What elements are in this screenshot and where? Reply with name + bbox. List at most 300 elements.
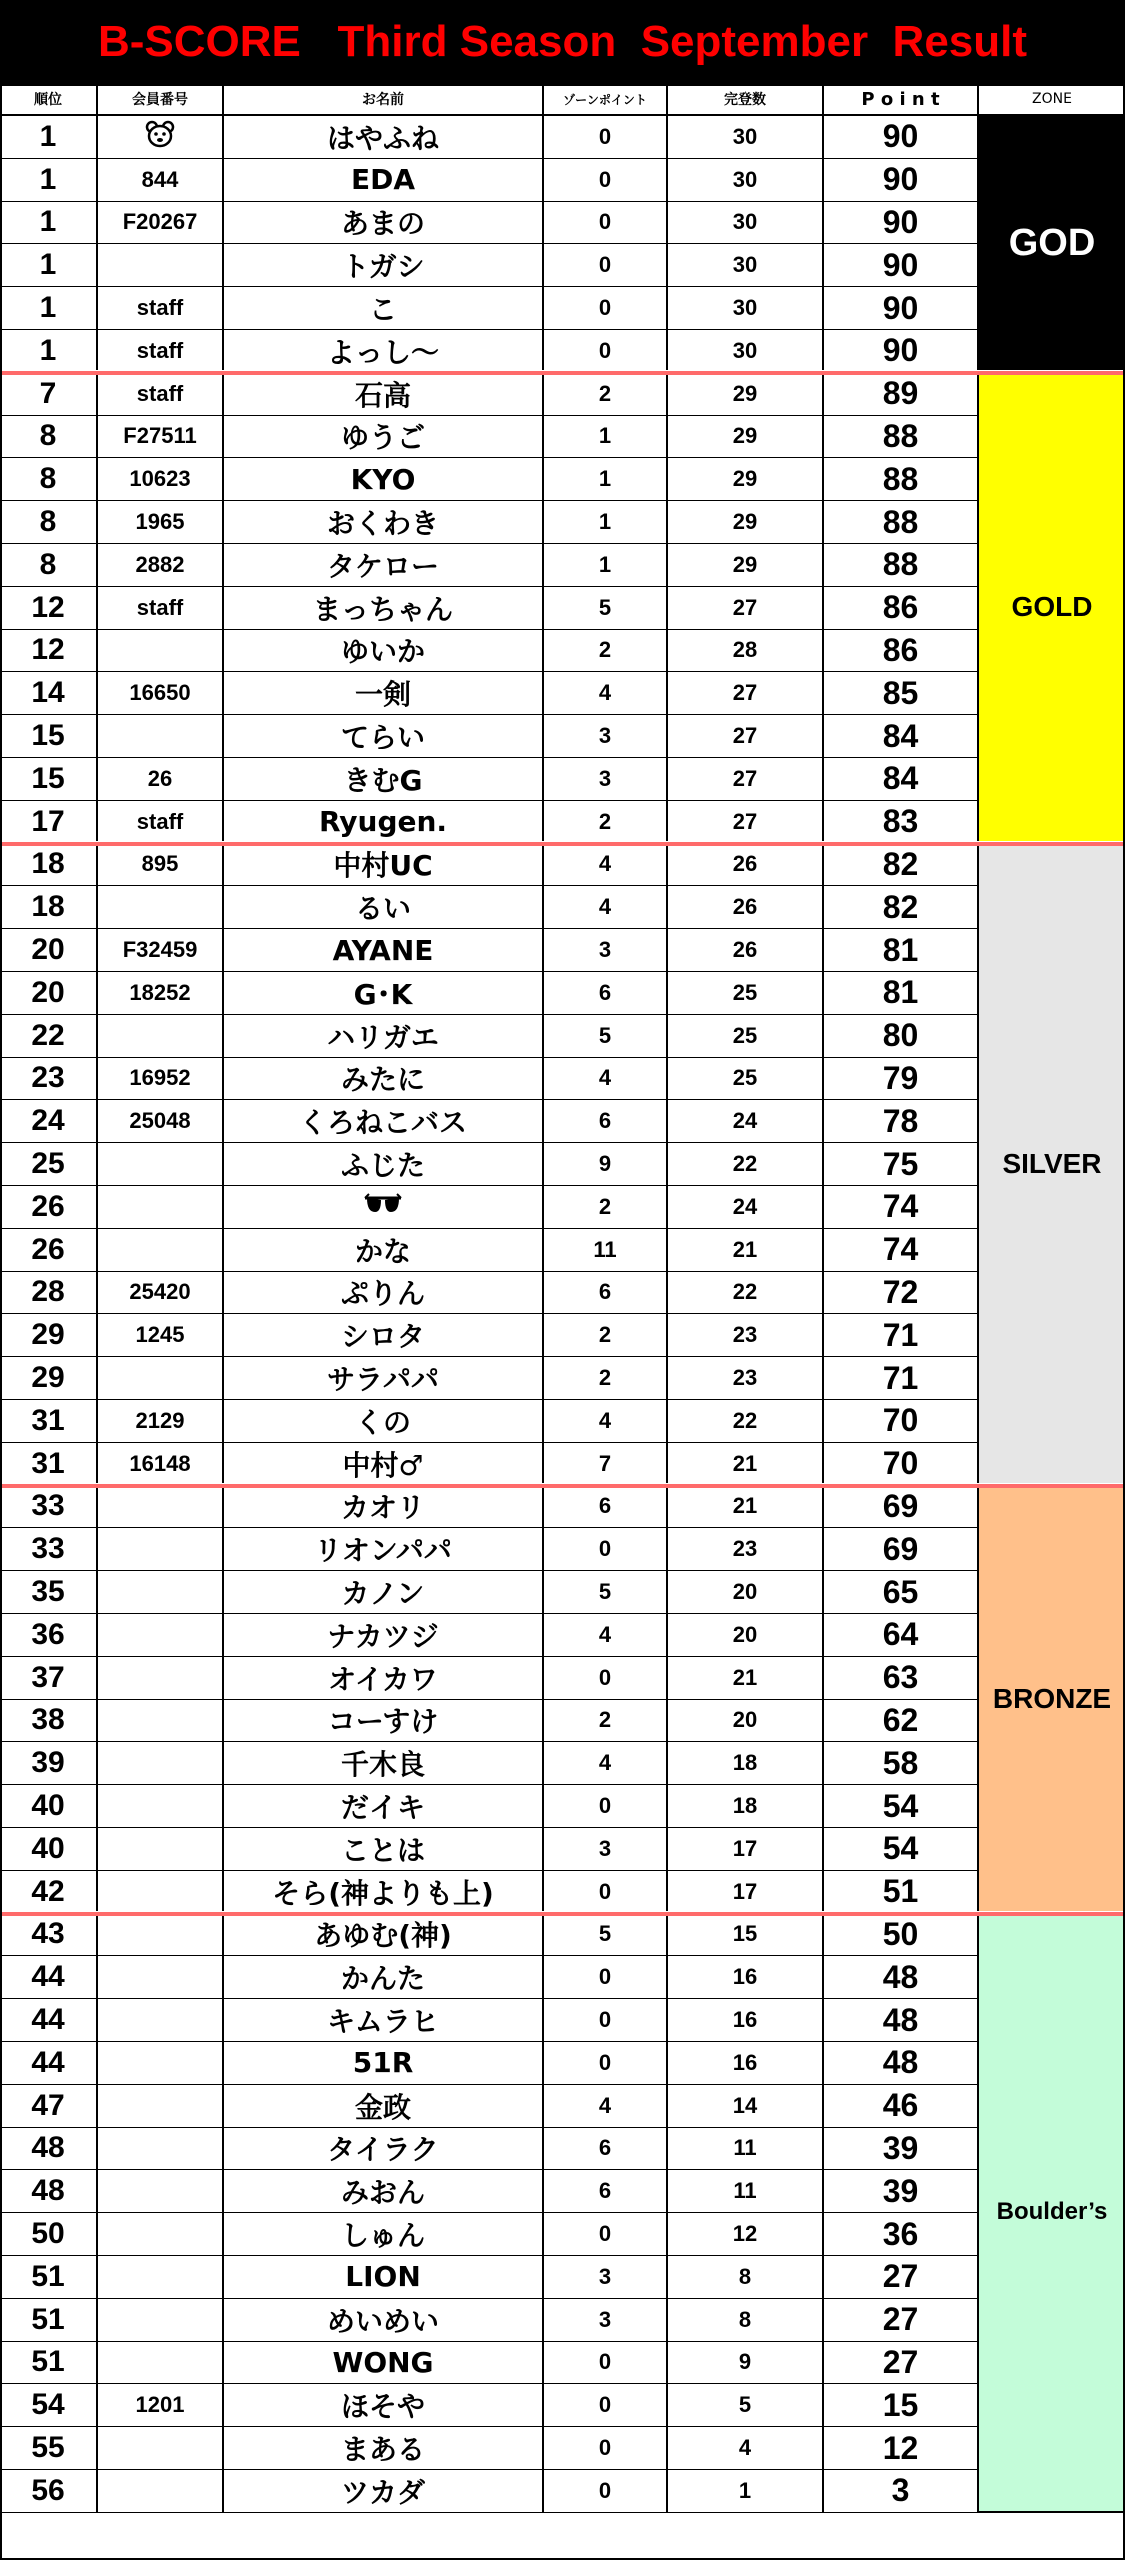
member-number-cell: 1965 — [98, 501, 224, 544]
point-cell: 90 — [824, 330, 979, 373]
member-number-cell — [98, 2170, 224, 2213]
rank-cell: 44 — [0, 1999, 98, 2042]
member-number-cell — [98, 2299, 224, 2342]
name-cell: こ — [224, 287, 544, 330]
table-row — [0, 1314, 979, 1357]
name-cell: コーすけ — [224, 1700, 544, 1743]
header-rank: 順位 — [0, 84, 98, 116]
name-cell: 51R — [224, 2042, 544, 2085]
completed-cell: 22 — [668, 1143, 824, 1186]
name-cell: トガシ — [224, 244, 544, 287]
point-cell: 69 — [824, 1486, 979, 1529]
table-row — [0, 1272, 979, 1315]
table-row — [0, 2384, 979, 2427]
member-number-cell — [98, 2342, 224, 2385]
table-row — [0, 1143, 979, 1186]
completed-cell: 16 — [668, 1956, 824, 1999]
point-cell: 58 — [824, 1742, 979, 1785]
point-cell: 79 — [824, 1058, 979, 1101]
rank-cell: 39 — [0, 1742, 98, 1785]
completed-cell: 15 — [668, 1914, 824, 1957]
table-row — [0, 1186, 979, 1229]
member-number-cell: 16650 — [98, 672, 224, 715]
rank-cell: 26 — [0, 1186, 98, 1229]
completed-cell: 14 — [668, 2085, 824, 2128]
table-row — [0, 758, 979, 801]
rank-cell: 7 — [0, 373, 98, 416]
completed-cell: 23 — [668, 1357, 824, 1400]
point-cell: 88 — [824, 544, 979, 587]
rank-cell: 8 — [0, 544, 98, 587]
table-row — [0, 1571, 979, 1614]
member-number-cell: 844 — [98, 159, 224, 202]
member-number-cell: 25420 — [98, 1272, 224, 1315]
completed-cell: 5 — [668, 2384, 824, 2427]
name-cell: きむG — [224, 758, 544, 801]
zone-points-cell: 0 — [544, 330, 668, 373]
name-cell: めいめい — [224, 2299, 544, 2342]
zone-points-cell: 4 — [544, 886, 668, 929]
rank-cell: 8 — [0, 458, 98, 501]
zone-points-cell: 6 — [544, 2128, 668, 2171]
member-number-cell: 1245 — [98, 1314, 224, 1357]
completed-cell: 16 — [668, 2042, 824, 2085]
member-number-cell — [98, 2427, 224, 2470]
rank-cell: 8 — [0, 416, 98, 459]
rank-cell: 40 — [0, 1828, 98, 1871]
point-cell: 70 — [824, 1443, 979, 1486]
member-number-cell — [98, 1357, 224, 1400]
name-cell: そら(神よりも上) — [224, 1871, 544, 1914]
point-cell: 82 — [824, 844, 979, 887]
point-cell: 81 — [824, 972, 979, 1015]
name-cell: カノン — [224, 1571, 544, 1614]
member-number-cell — [98, 2085, 224, 2128]
member-number-cell — [98, 1486, 224, 1529]
zone-points-cell: 4 — [544, 1742, 668, 1785]
member-number-cell — [98, 1742, 224, 1785]
name-cell: LION — [224, 2256, 544, 2299]
name-cell: よっし～ — [224, 330, 544, 373]
rank-cell: 12 — [0, 587, 98, 630]
table-row — [0, 2427, 979, 2470]
completed-cell: 29 — [668, 416, 824, 459]
point-cell: 86 — [824, 587, 979, 630]
point-cell: 81 — [824, 929, 979, 972]
completed-cell: 23 — [668, 1528, 824, 1571]
member-number-cell: staff — [98, 287, 224, 330]
member-number-cell: staff — [98, 587, 224, 630]
zone-points-cell: 1 — [544, 544, 668, 587]
completed-cell: 27 — [668, 801, 824, 844]
point-cell: 64 — [824, 1614, 979, 1657]
member-number-cell — [98, 886, 224, 929]
rank-cell: 50 — [0, 2213, 98, 2256]
completed-cell: 29 — [668, 458, 824, 501]
zone-points-cell: 1 — [544, 416, 668, 459]
table-header — [0, 84, 1125, 116]
zone-points-cell: 4 — [544, 844, 668, 887]
name-cell: ことは — [224, 1828, 544, 1871]
point-cell: 90 — [824, 244, 979, 287]
table-row — [0, 1443, 979, 1486]
name-cell: まっちゃん — [224, 587, 544, 630]
rank-cell: 1 — [0, 202, 98, 245]
rank-cell: 24 — [0, 1100, 98, 1143]
rank-cell: 1 — [0, 330, 98, 373]
rank-cell: 54 — [0, 2384, 98, 2427]
completed-cell: 9 — [668, 2342, 824, 2385]
rank-cell: 1 — [0, 159, 98, 202]
zone-separator — [0, 841, 1125, 846]
rank-cell: 1 — [0, 116, 98, 159]
point-cell: 65 — [824, 1571, 979, 1614]
member-number-cell — [98, 630, 224, 673]
member-number-cell: 16148 — [98, 1443, 224, 1486]
point-cell: 71 — [824, 1357, 979, 1400]
member-number-cell — [98, 1186, 224, 1229]
completed-cell: 30 — [668, 159, 824, 202]
name-cell: ゆいか — [224, 630, 544, 673]
table-row — [0, 1700, 979, 1743]
name-cell: ゆうご — [224, 416, 544, 459]
completed-cell: 16 — [668, 1999, 824, 2042]
zone-points-cell: 11 — [544, 1229, 668, 1272]
point-cell: 63 — [824, 1657, 979, 1700]
completed-cell: 26 — [668, 929, 824, 972]
zone-points-cell: 6 — [544, 2170, 668, 2213]
table-row — [0, 373, 979, 416]
rank-cell: 43 — [0, 1914, 98, 1957]
completed-cell: 29 — [668, 501, 824, 544]
zone-points-cell: 0 — [544, 202, 668, 245]
name-cell: だイキ — [224, 1785, 544, 1828]
point-cell: 48 — [824, 1999, 979, 2042]
completed-cell: 30 — [668, 116, 824, 159]
completed-cell: 20 — [668, 1571, 824, 1614]
member-number-cell — [98, 1914, 224, 1957]
point-cell: 48 — [824, 2042, 979, 2085]
member-number-cell — [98, 1785, 224, 1828]
member-number-cell: F20267 — [98, 202, 224, 245]
table-row — [0, 1657, 979, 1700]
member-number-cell — [98, 1871, 224, 1914]
zone-points-cell: 5 — [544, 1015, 668, 1058]
point-cell: 3 — [824, 2470, 979, 2513]
table-row — [0, 2342, 979, 2385]
completed-cell: 21 — [668, 1486, 824, 1529]
point-cell: 15 — [824, 2384, 979, 2427]
zone-points-cell: 3 — [544, 1828, 668, 1871]
point-cell: 88 — [824, 501, 979, 544]
name-cell: くの — [224, 1400, 544, 1443]
completed-cell: 30 — [668, 330, 824, 373]
table-row — [0, 1528, 979, 1571]
table-row — [0, 2042, 979, 2085]
completed-cell: 1 — [668, 2470, 824, 2513]
table-row — [0, 715, 979, 758]
header-name: お名前 — [224, 84, 544, 116]
rank-cell: 55 — [0, 2427, 98, 2470]
completed-cell: 8 — [668, 2256, 824, 2299]
zone-points-cell: 6 — [544, 1486, 668, 1529]
name-cell — [224, 1186, 544, 1229]
name-cell: ほそや — [224, 2384, 544, 2427]
point-cell: 51 — [824, 1871, 979, 1914]
completed-cell: 28 — [668, 630, 824, 673]
member-number-cell — [98, 1143, 224, 1186]
name-cell: ツカダ — [224, 2470, 544, 2513]
completed-cell: 17 — [668, 1828, 824, 1871]
completed-cell: 20 — [668, 1700, 824, 1743]
name-cell: みおん — [224, 2170, 544, 2213]
rank-cell: 31 — [0, 1443, 98, 1486]
point-cell: 80 — [824, 1015, 979, 1058]
zone-points-cell: 2 — [544, 1314, 668, 1357]
table-row — [0, 1956, 979, 1999]
rank-cell: 51 — [0, 2256, 98, 2299]
table-row — [0, 1486, 979, 1529]
name-cell: ぷりん — [224, 1272, 544, 1315]
rank-cell: 33 — [0, 1528, 98, 1571]
member-number-cell — [98, 244, 224, 287]
table-row — [0, 1100, 979, 1143]
zone-boulders: Boulder’s — [979, 1914, 1125, 2513]
rank-cell: 15 — [0, 758, 98, 801]
name-cell: KYO — [224, 458, 544, 501]
zone-separator — [0, 1483, 1125, 1488]
name-cell: G･K — [224, 972, 544, 1015]
zone-points-cell: 2 — [544, 1700, 668, 1743]
sunglasses-icon — [363, 1190, 403, 1223]
rank-cell: 48 — [0, 2128, 98, 2171]
header-zone: ZONE — [979, 84, 1125, 116]
completed-cell: 11 — [668, 2128, 824, 2171]
zone-points-cell: 0 — [544, 244, 668, 287]
point-cell: 86 — [824, 630, 979, 673]
member-number-cell — [98, 1657, 224, 1700]
rank-cell: 47 — [0, 2085, 98, 2128]
table-row — [0, 886, 979, 929]
rank-cell: 33 — [0, 1486, 98, 1529]
point-cell: 46 — [824, 2085, 979, 2128]
rank-cell: 36 — [0, 1614, 98, 1657]
zone-points-cell: 0 — [544, 2342, 668, 2385]
header-point: P o i n t — [824, 84, 979, 116]
member-number-cell — [98, 116, 224, 159]
table-row — [0, 159, 979, 202]
table-row — [0, 1914, 979, 1957]
zone-silver: SILVER — [979, 844, 1125, 1486]
completed-cell: 30 — [668, 244, 824, 287]
name-cell: 千木良 — [224, 1742, 544, 1785]
completed-cell: 20 — [668, 1614, 824, 1657]
zone-points-cell: 9 — [544, 1143, 668, 1186]
member-number-cell — [98, 1700, 224, 1743]
zone-points-cell: 0 — [544, 116, 668, 159]
zone-points-cell: 0 — [544, 2384, 668, 2427]
completed-cell: 25 — [668, 1058, 824, 1101]
member-number-cell — [98, 2042, 224, 2085]
completed-cell: 12 — [668, 2213, 824, 2256]
table-row — [0, 972, 979, 1015]
rank-cell: 14 — [0, 672, 98, 715]
point-cell: 84 — [824, 758, 979, 801]
rank-cell: 37 — [0, 1657, 98, 1700]
table-row — [0, 2256, 979, 2299]
zone-points-cell: 3 — [544, 758, 668, 801]
zone-points-cell: 2 — [544, 373, 668, 416]
completed-cell: 24 — [668, 1186, 824, 1229]
table-row — [0, 416, 979, 459]
point-cell: 27 — [824, 2256, 979, 2299]
name-cell: まある — [224, 2427, 544, 2470]
completed-cell: 21 — [668, 1443, 824, 1486]
zone-points-cell: 5 — [544, 587, 668, 630]
name-cell: かな — [224, 1229, 544, 1272]
name-cell: 石高 — [224, 373, 544, 416]
name-cell: 中村UC — [224, 844, 544, 887]
header-zone-points: ゾーンポイント — [544, 84, 668, 116]
table-row — [0, 116, 979, 159]
member-number-cell — [98, 2128, 224, 2171]
point-cell: 62 — [824, 1700, 979, 1743]
zone-points-cell: 2 — [544, 801, 668, 844]
name-cell: オイカワ — [224, 1657, 544, 1700]
rank-cell: 18 — [0, 844, 98, 887]
member-number-cell: staff — [98, 373, 224, 416]
rank-cell: 18 — [0, 886, 98, 929]
table-row — [0, 501, 979, 544]
rank-cell: 8 — [0, 501, 98, 544]
point-cell: 84 — [824, 715, 979, 758]
completed-cell: 26 — [668, 844, 824, 887]
table-row — [0, 801, 979, 844]
point-cell: 48 — [824, 1956, 979, 1999]
name-cell: Ryugen. — [224, 801, 544, 844]
zone-points-cell: 4 — [544, 2085, 668, 2128]
zone-points-cell: 6 — [544, 1100, 668, 1143]
zone-points-cell: 7 — [544, 1443, 668, 1486]
name-cell: ハリガエ — [224, 1015, 544, 1058]
point-cell: 74 — [824, 1229, 979, 1272]
point-cell: 27 — [824, 2342, 979, 2385]
completed-cell: 4 — [668, 2427, 824, 2470]
completed-cell: 29 — [668, 544, 824, 587]
zone-points-cell: 0 — [544, 2427, 668, 2470]
zone-points-cell: 4 — [544, 1058, 668, 1101]
table-row — [0, 1871, 979, 1914]
point-cell: 71 — [824, 1314, 979, 1357]
completed-cell: 29 — [668, 373, 824, 416]
name-cell: ふじた — [224, 1143, 544, 1186]
zone-points-cell: 6 — [544, 1272, 668, 1315]
completed-cell: 18 — [668, 1742, 824, 1785]
member-number-cell — [98, 1999, 224, 2042]
member-number-cell: staff — [98, 330, 224, 373]
rank-cell: 35 — [0, 1571, 98, 1614]
member-number-cell — [98, 1528, 224, 1571]
table-row — [0, 287, 979, 330]
point-cell: 82 — [824, 886, 979, 929]
member-number-cell — [98, 1229, 224, 1272]
completed-cell: 27 — [668, 587, 824, 630]
table-row — [0, 1400, 979, 1443]
name-cell: てらい — [224, 715, 544, 758]
point-cell: 70 — [824, 1400, 979, 1443]
completed-cell: 25 — [668, 972, 824, 1015]
member-number-cell: 895 — [98, 844, 224, 887]
rank-cell: 29 — [0, 1314, 98, 1357]
point-cell: 83 — [824, 801, 979, 844]
name-cell: リオンパパ — [224, 1528, 544, 1571]
zone-points-cell: 1 — [544, 458, 668, 501]
member-number-cell: staff — [98, 801, 224, 844]
zone-points-cell: 3 — [544, 2299, 668, 2342]
completed-cell: 25 — [668, 1015, 824, 1058]
rank-cell: 1 — [0, 287, 98, 330]
zone-points-cell: 4 — [544, 1614, 668, 1657]
completed-cell: 27 — [668, 672, 824, 715]
name-cell: 一剣 — [224, 672, 544, 715]
table-row — [0, 1828, 979, 1871]
zone-points-cell: 0 — [544, 287, 668, 330]
zone-points-cell: 0 — [544, 1657, 668, 1700]
zone-separator — [0, 370, 1125, 375]
point-cell: 90 — [824, 202, 979, 245]
completed-cell: 21 — [668, 1229, 824, 1272]
point-cell: 12 — [824, 2427, 979, 2470]
table-row — [0, 2170, 979, 2213]
completed-cell: 22 — [668, 1400, 824, 1443]
bear-icon — [145, 120, 175, 154]
name-cell: タイラク — [224, 2128, 544, 2171]
point-cell: 88 — [824, 458, 979, 501]
zone-points-cell: 2 — [544, 1357, 668, 1400]
zone-points-cell: 0 — [544, 2042, 668, 2085]
rank-cell: 1 — [0, 244, 98, 287]
member-number-cell: 25048 — [98, 1100, 224, 1143]
point-cell: 78 — [824, 1100, 979, 1143]
rank-cell: 26 — [0, 1229, 98, 1272]
point-cell: 88 — [824, 416, 979, 459]
point-cell: 69 — [824, 1528, 979, 1571]
point-cell: 39 — [824, 2128, 979, 2171]
member-number-cell: 16952 — [98, 1058, 224, 1101]
zone-points-cell: 3 — [544, 715, 668, 758]
completed-cell: 30 — [668, 202, 824, 245]
completed-cell: 26 — [668, 886, 824, 929]
rank-cell: 23 — [0, 1058, 98, 1101]
name-cell: くろねこバス — [224, 1100, 544, 1143]
rank-cell: 31 — [0, 1400, 98, 1443]
rank-cell: 51 — [0, 2342, 98, 2385]
name-cell: キムラヒ — [224, 1999, 544, 2042]
name-cell: みたに — [224, 1058, 544, 1101]
table-row — [0, 1614, 979, 1657]
name-cell: EDA — [224, 159, 544, 202]
zone-points-cell: 4 — [544, 1400, 668, 1443]
zone-separator — [0, 1911, 1125, 1916]
page-title: B-SCORE Third Season September Result — [0, 0, 1125, 84]
rank-cell: 29 — [0, 1357, 98, 1400]
header-completed: 完登数 — [668, 84, 824, 116]
zone-points-cell: 0 — [544, 1871, 668, 1914]
name-cell: おくわき — [224, 501, 544, 544]
table-row — [0, 544, 979, 587]
name-cell: ナカツジ — [224, 1614, 544, 1657]
name-cell: タケロー — [224, 544, 544, 587]
